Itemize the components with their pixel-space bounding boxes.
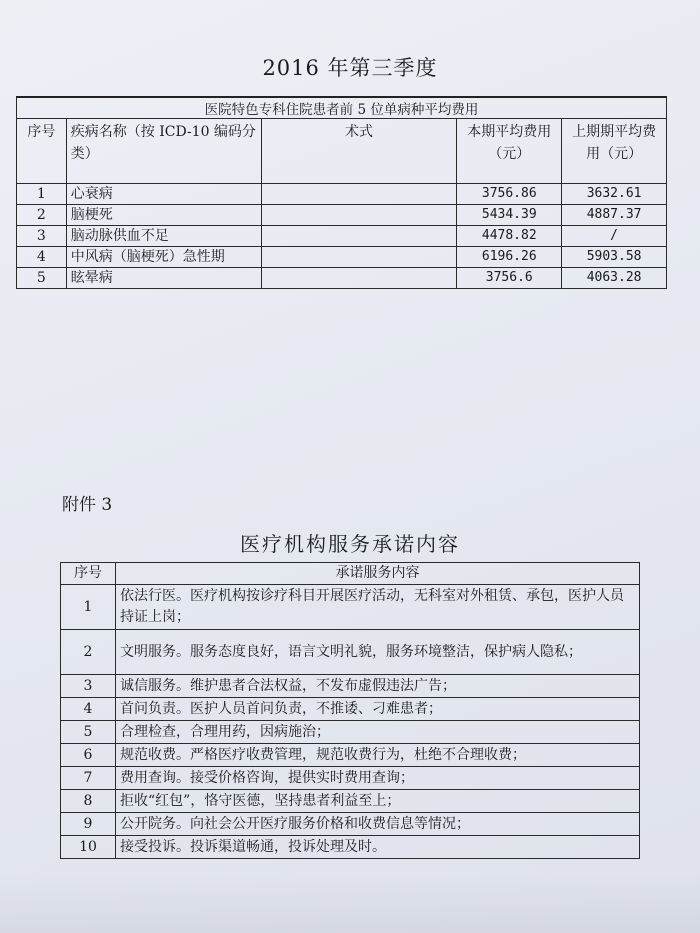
row-no: 5	[61, 721, 116, 744]
row-content: 首问负责。医护人员首问负责，不推诿、刁难患者；	[116, 698, 640, 721]
row-disease: 心衰病	[66, 184, 261, 205]
table-row	[17, 268, 667, 289]
table-row	[61, 744, 640, 767]
header-current-cost: 本期平均费用（元）	[457, 119, 562, 184]
row-no: 2	[61, 630, 116, 675]
cost-table	[16, 96, 667, 289]
table-row	[61, 767, 640, 790]
table-row	[61, 790, 640, 813]
cost-table-header-row	[17, 119, 667, 184]
row-content: 合理检查，合理用药，因病施治；	[116, 721, 640, 744]
row-disease: 脑动脉供血不足	[66, 226, 261, 247]
row-no: 2	[17, 205, 67, 226]
row-no: 10	[61, 836, 116, 859]
row-disease: 眩晕病	[66, 268, 261, 289]
row-no: 7	[61, 767, 116, 790]
row-content: 依法行医。医疗机构按诊疗科目开展医疗活动，无科室对外租赁、承包，医护人员持证上岗；	[116, 585, 640, 630]
commitment-title: 医疗机构服务承诺内容	[240, 532, 460, 556]
row-disease: 中风病（脑梗死）急性期	[66, 247, 261, 268]
row-procedure	[261, 226, 457, 247]
row-current-cost: 5434.39	[457, 205, 562, 226]
table-row	[61, 675, 640, 698]
row-no: 4	[61, 698, 116, 721]
page-shadow	[0, 873, 700, 933]
row-previous-cost: 5903.58	[562, 247, 667, 268]
header-content: 承诺服务内容	[116, 563, 640, 585]
table-row	[17, 184, 667, 205]
row-content: 费用查询。接受价格咨询，提供实时费用查询；	[116, 767, 640, 790]
annex-label: 附件 3	[62, 495, 113, 515]
row-procedure	[261, 205, 457, 226]
header-disease-name: 疾病名称（按 ICD-10 编码分类）	[66, 119, 261, 184]
commitment-table	[60, 562, 640, 859]
row-disease: 脑梗死	[66, 205, 261, 226]
row-procedure	[261, 268, 457, 289]
row-content: 拒收“红包”，恪守医德，坚持患者利益至上；	[116, 790, 640, 813]
header-no: 序号	[17, 119, 67, 184]
row-current-cost: 3756.6	[457, 268, 562, 289]
row-no: 3	[17, 226, 67, 247]
table-row	[61, 630, 640, 675]
row-no: 5	[17, 268, 67, 289]
header-previous-cost: 上期期平均费用（元）	[562, 119, 667, 184]
row-previous-cost: 3632.61	[562, 184, 667, 205]
row-no: 4	[17, 247, 67, 268]
row-previous-cost: /	[562, 226, 667, 247]
header-procedure: 术式	[261, 119, 457, 184]
table-row	[61, 813, 640, 836]
row-content: 公开院务。向社会公开医疗服务价格和收费信息等情况；	[116, 813, 640, 836]
cost-table-caption-row	[17, 97, 667, 119]
row-current-cost: 3756.86	[457, 184, 562, 205]
row-content: 接受投诉。投诉渠道畅通，投诉处理及时。	[116, 836, 640, 859]
commitment-header-row	[61, 563, 640, 585]
row-no: 8	[61, 790, 116, 813]
row-current-cost: 4478.82	[457, 226, 562, 247]
quarter-title: 2016 年第三季度	[262, 56, 438, 80]
row-content: 诚信服务。维护患者合法权益，不发布虚假违法广告；	[116, 675, 640, 698]
table-row	[17, 226, 667, 247]
header-no: 序号	[61, 563, 116, 585]
table-row	[61, 585, 640, 630]
row-no: 1	[17, 184, 67, 205]
row-content: 规范收费。严格医疗收费管理，规范收费行为，杜绝不合理收费；	[116, 744, 640, 767]
row-no: 6	[61, 744, 116, 767]
row-no: 1	[61, 585, 116, 630]
row-current-cost: 6196.26	[457, 247, 562, 268]
cost-table-caption: 医院特色专科住院患者前 5 位单病种平均费用	[17, 97, 667, 119]
table-row	[61, 721, 640, 744]
table-row	[61, 836, 640, 859]
table-row	[17, 205, 667, 226]
row-procedure	[261, 184, 457, 205]
row-previous-cost: 4887.37	[562, 205, 667, 226]
row-content: 文明服务。服务态度良好，语言文明礼貌，服务环境整洁，保护病人隐私；	[116, 630, 640, 675]
row-no: 3	[61, 675, 116, 698]
row-previous-cost: 4063.28	[562, 268, 667, 289]
row-procedure	[261, 247, 457, 268]
table-row	[61, 698, 640, 721]
table-row	[17, 247, 667, 268]
row-no: 9	[61, 813, 116, 836]
